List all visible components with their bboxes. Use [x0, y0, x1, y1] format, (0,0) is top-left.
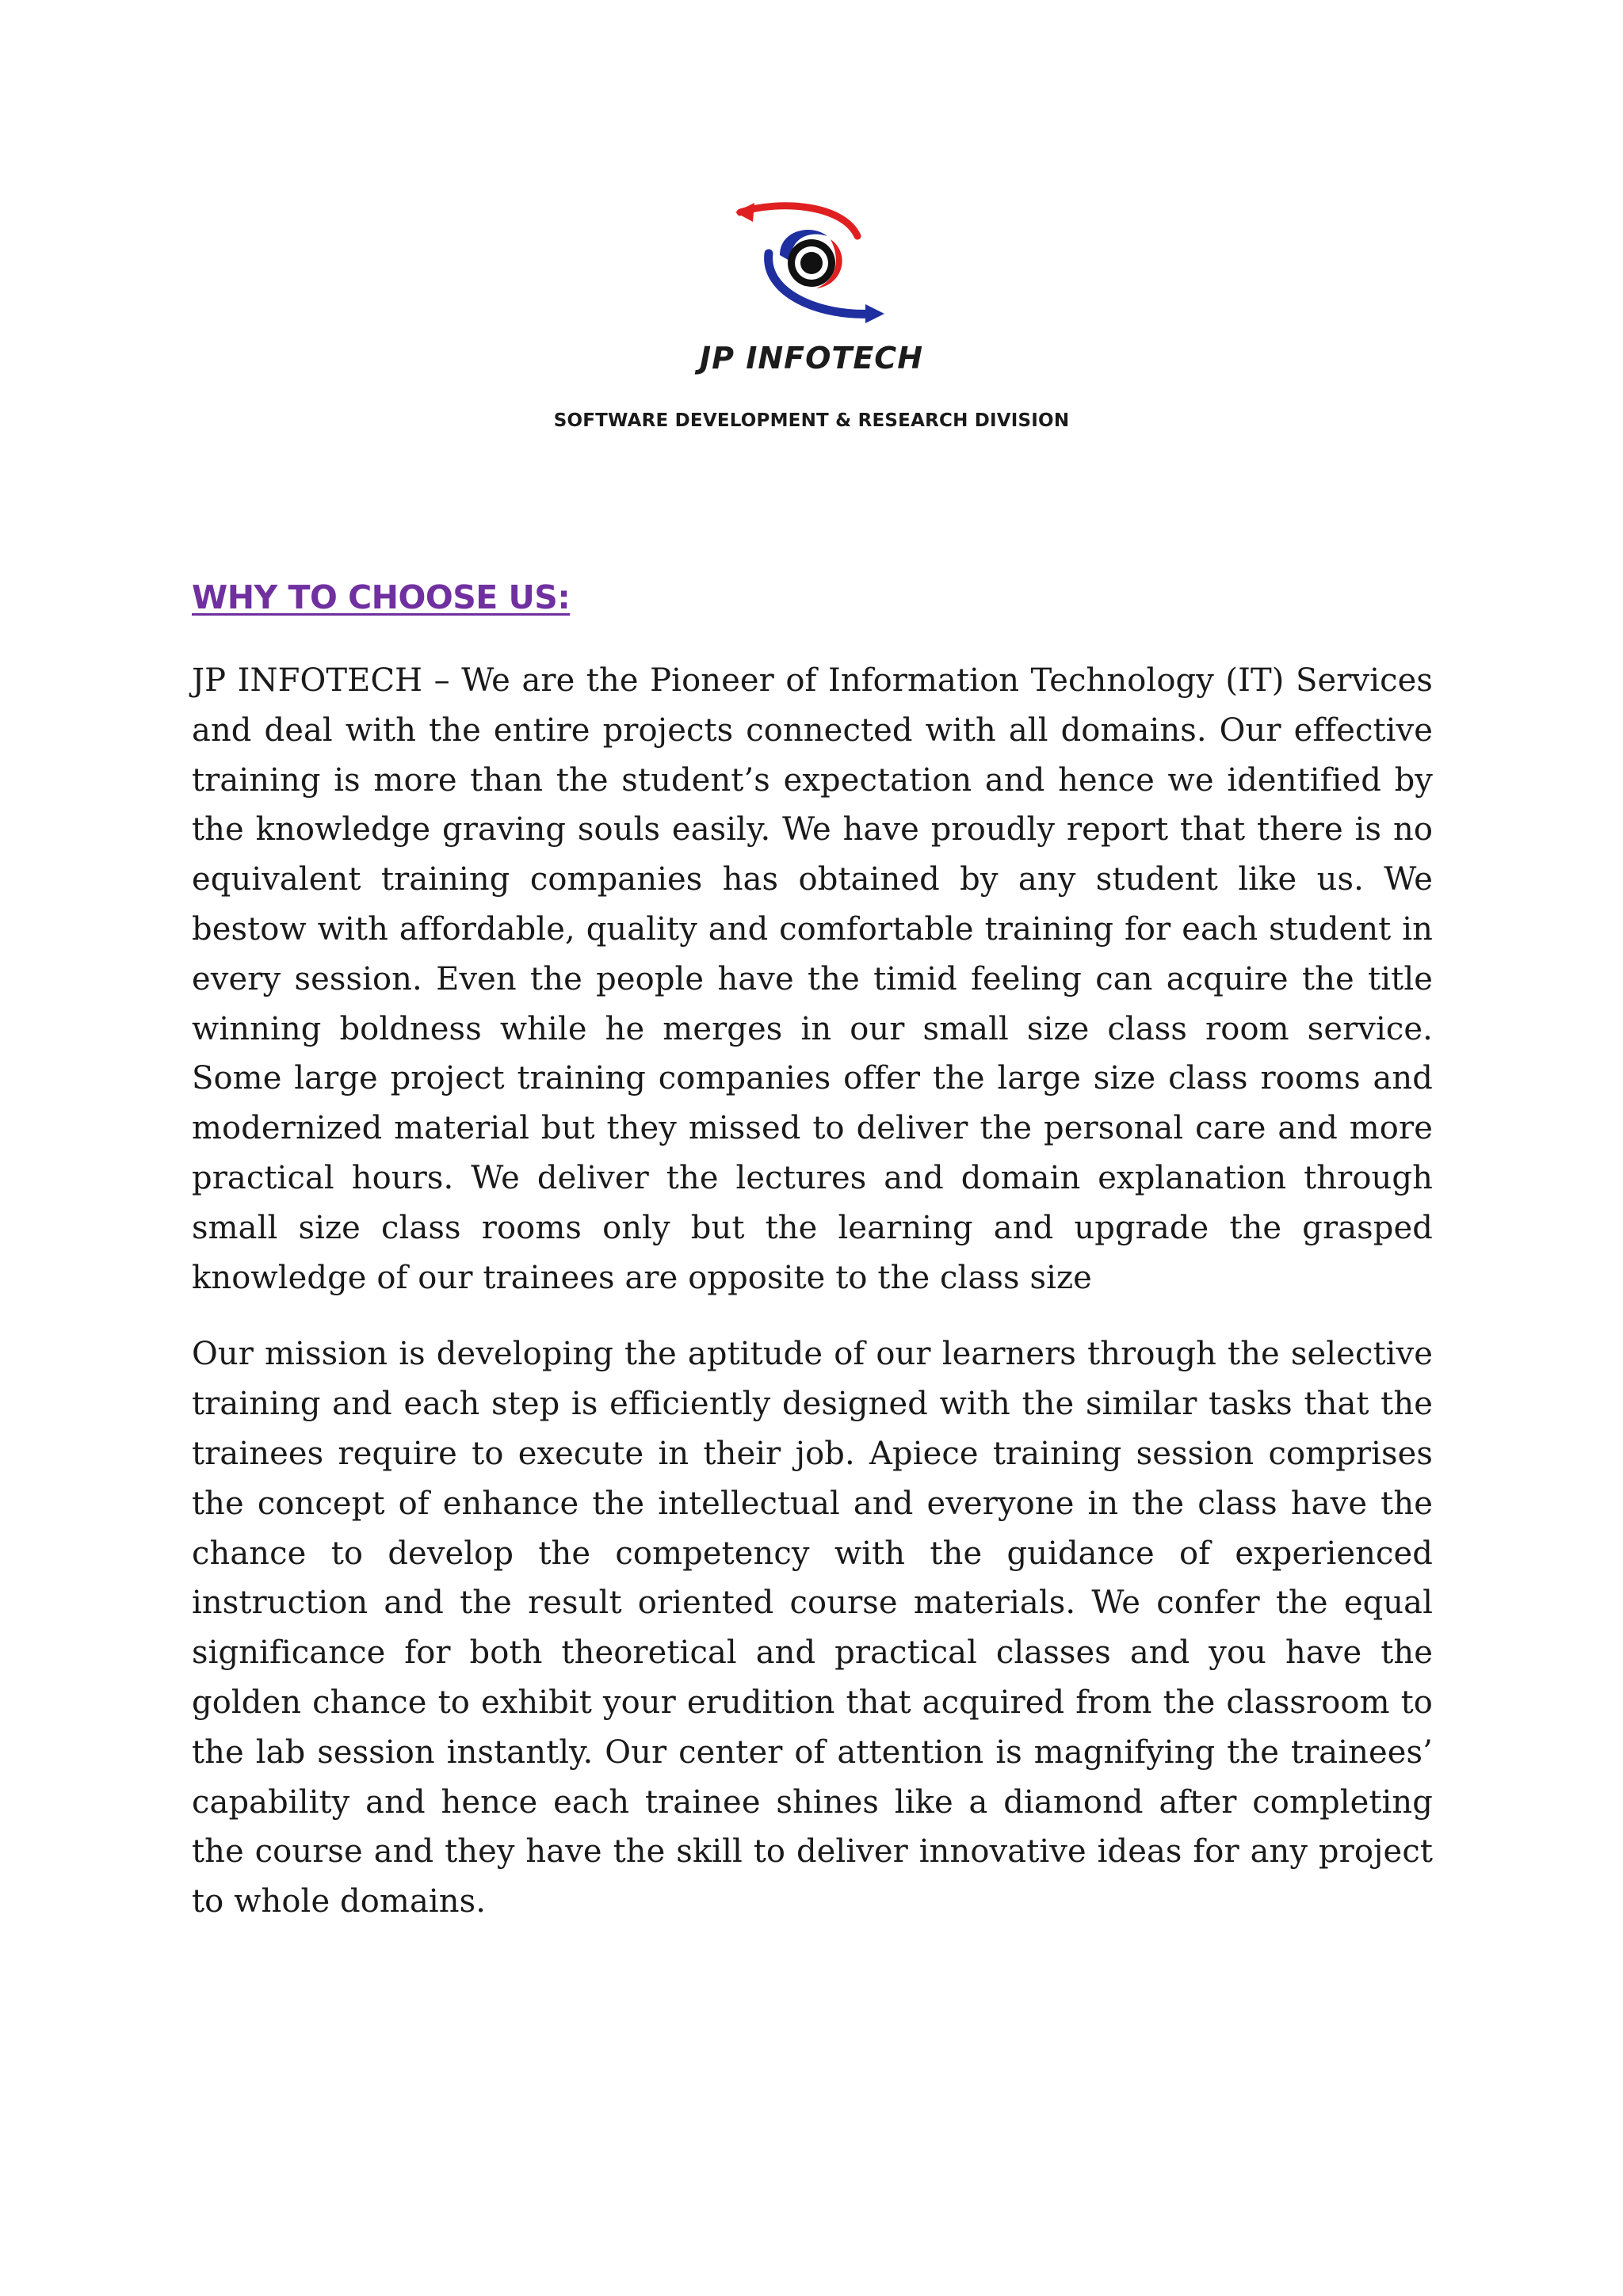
division-subtitle: SOFTWARE DEVELOPMENT & RESEARCH DIVISION [553, 410, 1070, 431]
paragraph-intro: JP INFOTECH – We are the Pioneer of Information Technology (IT) Services and deal with the entire projects connected with all domains. Our effective training is more than the student’s expectation and hence we identified by the knowledge graving souls easily. We have proudly report that there is no equivalent training companies has obtained by any student like us. We bestow with affordable, quality and comfortable training for each student in every session. Even the people have the timid feeling can acquire the title winning boldness while he merges in our small size class room service. Some large project training companies offer the large size class rooms and modernized material but they missed to deliver the personal care and more practical hours. We deliver the lectures and domain explanation through small size class rooms only but the learning and upgrade the grasped knowledge of our trainees are opposite to the class size [192, 662, 1433, 1296]
logo-icon [732, 198, 891, 333]
main-content [192, 578, 1433, 1954]
section-heading: WHY TO CHOOSE US: [192, 578, 571, 616]
paragraph-mission: Our mission is developing the aptitude of our learners through the selective training and each step is efficiently designed with the similar tasks that the trainees require to execute in their job. Apiece training session comprises the concept of enhance the intellectual and everyone in the class have the chance to develop the competency with the guidance of experienced instruction and the result oriented course materials. We confer the equal significance for both theoretical and practical classes and you have the golden chance to exhibit your erudition that acquired from the classroom to the lab session instantly. Our center of attention is magnifying the trainees’ capability and hence each trainee shines like a diamond after completing the course and they have the skill to deliver innovative ideas for any project to whole domains. [192, 1336, 1433, 1920]
page-header [0, 198, 1623, 376]
brand-name: JP INFOTECH [700, 341, 923, 376]
